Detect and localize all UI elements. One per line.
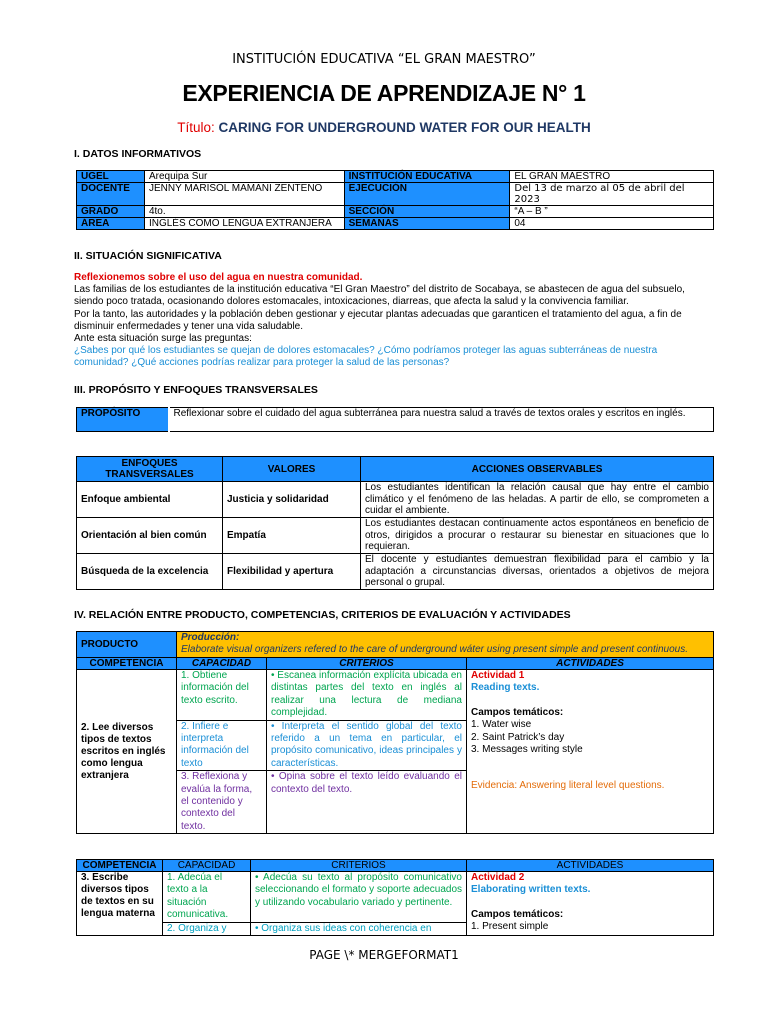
actividad-2-campos: Campos temáticos:	[471, 908, 564, 920]
datos-key: ÁREA	[77, 218, 145, 230]
enfoque-row	[77, 554, 714, 590]
enfoques-table	[76, 456, 714, 590]
actividad-1-sub: Reading texts.	[471, 682, 540, 694]
datos-key: SEMANAS	[344, 218, 510, 230]
institution-name: INSTITUCIÓN EDUCATIVA “EL GRAN MAESTRO”	[232, 52, 536, 67]
datos-key: DOCENTE	[77, 183, 145, 206]
header2-actividades: ACTIVIDADES	[467, 860, 714, 872]
enfoque-valor: Empatía	[223, 518, 361, 554]
enfoques-header-valores: VALORES	[223, 457, 361, 482]
enfoque-row	[77, 518, 714, 554]
datos-row	[77, 171, 714, 183]
header-actividades: ACTIVIDADES	[467, 658, 714, 670]
datos-value: JENNY MARISOL MAMANI ZENTENO	[144, 183, 344, 206]
enfoque-accion: Los estudiantes destacan continuamente actos espontáneos en beneficio de otros, dirigidos a procurar o restaurar su bienestar en situaciones que lo requieran.	[361, 518, 714, 554]
datos-value: Del 13 de marzo al 05 de abril del 2023	[510, 183, 714, 206]
datos-row	[77, 218, 714, 230]
actividad-1-campos: Campos temáticos:	[471, 706, 564, 718]
enfoque-valor: Flexibilidad y apertura	[223, 554, 361, 590]
situacion-lead: Reflexionemos sobre el uso del agua en nuestra comunidad.	[74, 272, 363, 283]
capacidad-1-1: 1. Obtiene información del texto escrito.	[177, 670, 267, 721]
proposito-text: Reflexionar sobre el cuidado del agua subterránea para nuestra salud a través de textos orales y escritos en inglés.	[169, 408, 714, 432]
criterio-2-1: • Adecúa su texto al propósito comunicativo seleccionando el formato y soporte adecuados y utilizando vocabulario variado y pertinente.	[251, 872, 467, 923]
section-heading-situacion: II. SITUACIÓN SIGNIFICATIVA	[74, 250, 222, 262]
actividades-2	[467, 872, 714, 936]
actividad-2-title: Actividad 2	[471, 872, 525, 883]
section-heading-relacion: IV. RELACIÓN ENTRE PRODUCTO, COMPETENCIAS, CRITERIOS DE EVALUACIÓN Y ACTIVIDADES	[74, 609, 571, 621]
datos-value: 04	[510, 218, 714, 230]
actividad-1-item-2: 2. Saint Patrick’s day	[471, 731, 565, 743]
header2-competencia: COMPETENCIA	[77, 860, 163, 872]
situacion-p2: Por la tanto, las autoridades y la población deben gestionar y ejecutar plantas adecuadas que garanticen el tratamiento del agua, a fin de disminuir enfermedades y tener una vida saludable.	[74, 308, 682, 332]
header-capacidad: CAPACIDAD	[177, 658, 267, 670]
header2-criterios: CRITERIOS	[251, 860, 467, 872]
producto-content	[177, 632, 714, 658]
criterio-1-3: • Opina sobre el texto leído evaluando el contexto del texto.	[267, 771, 467, 834]
datos-row	[77, 206, 714, 218]
criterio-2-2: • Organiza sus ideas con coherencia en	[251, 922, 467, 935]
datos-value: INGLÉS COMO LENGUA EXTRANJERA	[144, 218, 344, 230]
situacion-p3: Ante esta situación surge las preguntas:	[74, 333, 252, 345]
situacion-p1: Las familias de los estudiantes de la institución educativa “El Gran Maestro” del distrito de Socabaya, se abastecen de agua del subsuelo, siendo poco tratada, ocasionando dolores estomacales, intoxicaciones, diarreas, que afecta la salud y la convivencia familiar.	[74, 284, 685, 308]
header2-capacidad: CAPACIDAD	[163, 860, 251, 872]
datos-table	[76, 170, 714, 230]
enfoque-valor: Justicia y solidaridad	[223, 482, 361, 518]
proposito-label: PROPÓSITO	[77, 408, 169, 432]
capacidad-2-2: 2. Organiza y	[163, 922, 251, 935]
enfoque-row	[77, 482, 714, 518]
actividades-1	[467, 670, 714, 834]
enfoque-enfoque: Búsqueda de la excelencia	[77, 554, 223, 590]
enfoque-enfoque: Enfoque ambiental	[77, 482, 223, 518]
competencia-1: 2. Lee diversos tipos de textos escritos en inglés como lengua extranjera	[77, 670, 177, 834]
datos-value: 4to.	[144, 206, 344, 218]
datos-value: Arequipa Sur	[144, 171, 344, 183]
actividad-1-title: Actividad 1	[471, 670, 525, 681]
page-footer: PAGE \* MERGEFORMAT1	[309, 948, 459, 962]
header-competencia: COMPETENCIA	[77, 658, 177, 670]
producto-title: Producción:	[181, 632, 240, 643]
document-title: EXPERIENCIA DE APRENDIZAJE N° 1	[182, 80, 586, 106]
enfoques-header-acciones: ACCIONES OBSERVABLES	[361, 457, 714, 482]
relacion-table-2	[76, 859, 714, 936]
section-heading-proposito: III. PROPÓSITO Y ENFOQUES TRANSVERSALES	[74, 384, 318, 396]
datos-value: EL GRAN MAESTRO	[510, 171, 714, 183]
datos-key: EJECUCIÓN	[344, 183, 510, 206]
datos-row	[77, 183, 714, 206]
capacidad-2-1: 1. Adecúa el texto a la situación comunicativa.	[163, 872, 251, 923]
enfoque-accion: Los estudiantes identifican la relación causal que hay entre el cambio climático y el fenómeno de las heladas. A partir de ello, se comprometen a cuidar el ambiente.	[361, 482, 714, 518]
document-subtitle	[0, 120, 768, 135]
header-criterios: CRITERIOS	[267, 658, 467, 670]
actividad-2-sub: Elaborating written texts.	[471, 884, 591, 896]
enfoque-accion: El docente y estudiantes demuestran flexibilidad para el cambio y la adaptación a circunstancias diversas, orientados a objetivos de mejora personal o grupal.	[361, 554, 714, 590]
situacion-questions: ¿Sabes por qué los estudiantes se quejan de dolores estomacales? ¿Cómo podríamos proteger las aguas subterráneas de nuestra comunidad? ¿Qué acciones podrías realizar para proteger la salud de las personas?	[74, 345, 658, 369]
subtitle-text: CARING FOR UNDERGROUND WATER FOR OUR HEALTH	[218, 120, 591, 135]
criterio-1-1: • Escanea información explícita ubicada en distintas partes del texto en inglés al realizar una lectura de mediana complejidad.	[267, 670, 467, 721]
datos-value: “A – B ”	[510, 206, 714, 218]
datos-key: SECCIÓN	[344, 206, 510, 218]
subtitle-label: Título:	[177, 120, 215, 135]
section-heading-datos: I. DATOS INFORMATIVOS	[74, 148, 202, 160]
capacidad-1-3: 3. Reflexiona y evalúa la forma, el contenido y contexto del texto.	[177, 771, 267, 834]
actividad-1-evidencia: Evidencia: Answering literal level questions.	[471, 780, 665, 792]
capacidad-1-2: 2. Infiere e interpreta información del texto	[177, 720, 267, 771]
actividad-1-item-3: 3. Messages writing style	[471, 744, 583, 756]
actividad-2-item-1: 1. Present simple	[471, 921, 549, 933]
datos-key: GRADO	[77, 206, 145, 218]
producto-label: PRODUCTO	[77, 632, 177, 658]
enfoques-header-enfoque: ENFOQUES TRANSVERSALES	[77, 457, 223, 482]
situacion-text	[74, 272, 714, 370]
actividad-1-item-1: 1. Water wise	[471, 719, 532, 731]
competencia-2: 3. Escribe diversos tipos de textos en su lengua materna	[77, 872, 163, 936]
proposito-table	[76, 407, 714, 432]
datos-key: INSTITUCIÓN EDUCATIVA	[344, 171, 510, 183]
criterio-1-2: • Interpreta el sentido global del texto referido a un tema en particular, el propósito comunicativo, ideas principales y características.	[267, 720, 467, 771]
enfoque-enfoque: Orientación al bien común	[77, 518, 223, 554]
datos-key: UGEL	[77, 171, 145, 183]
relacion-table-1	[76, 631, 714, 834]
producto-text: Elaborate visual organizers refered to the care of underground wáter using present simple and present continuous.	[181, 643, 688, 655]
